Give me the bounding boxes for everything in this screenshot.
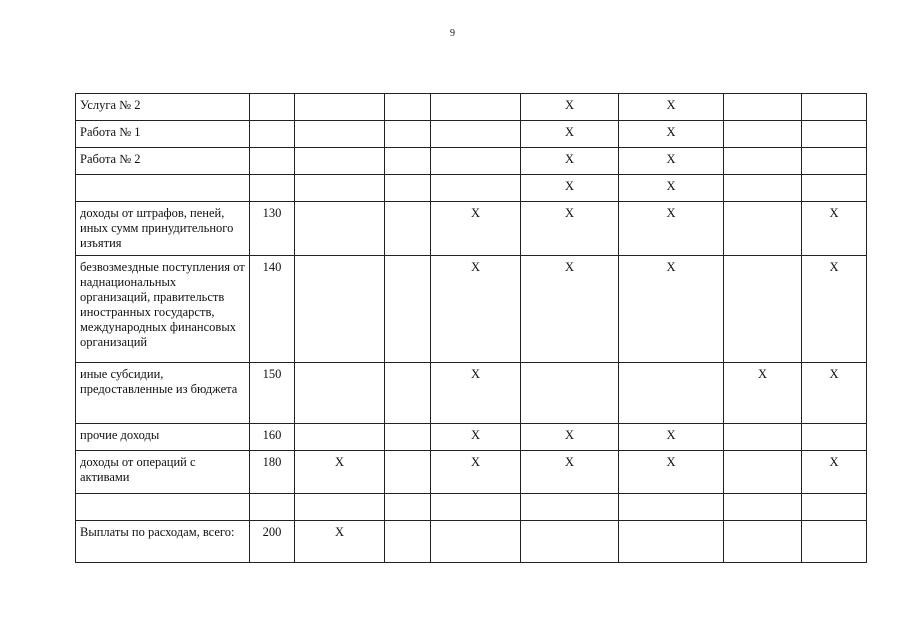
mark-cell-col-4 bbox=[521, 494, 619, 521]
mark-cell-col-1: X bbox=[295, 521, 385, 563]
table-body bbox=[76, 94, 867, 563]
mark-cell-col-6 bbox=[724, 494, 802, 521]
mark-cell-col-2 bbox=[385, 121, 431, 148]
table-row bbox=[76, 94, 867, 121]
row-code-cell: 160 bbox=[250, 424, 295, 451]
mark-cell-col-7 bbox=[802, 148, 867, 175]
row-name-cell: иные субсидии, предоставленные из бюджета bbox=[76, 363, 250, 424]
row-code-cell bbox=[250, 148, 295, 175]
mark-cell-col-1 bbox=[295, 424, 385, 451]
table-row bbox=[76, 521, 867, 563]
mark-cell-col-7: X bbox=[802, 451, 867, 494]
row-name-cell: Услуга № 2 bbox=[76, 94, 250, 121]
mark-cell-col-2 bbox=[385, 424, 431, 451]
row-name-cell: доходы от штрафов, пеней, иных сумм принудительного изъятия bbox=[76, 202, 250, 256]
mark-cell-col-7: X bbox=[802, 202, 867, 256]
mark-cell-col-1 bbox=[295, 494, 385, 521]
row-code-cell bbox=[250, 121, 295, 148]
mark-cell-col-7: X bbox=[802, 256, 867, 363]
mark-cell-col-6 bbox=[724, 175, 802, 202]
mark-cell-col-5 bbox=[619, 363, 724, 424]
row-code-cell: 150 bbox=[250, 363, 295, 424]
row-name-cell: доходы от операций с активами bbox=[76, 451, 250, 494]
mark-cell-col-3 bbox=[431, 94, 521, 121]
row-code-cell bbox=[250, 494, 295, 521]
mark-cell-col-6: X bbox=[724, 363, 802, 424]
mark-cell-col-5: X bbox=[619, 424, 724, 451]
mark-cell-col-5: X bbox=[619, 121, 724, 148]
mark-cell-col-4: X bbox=[521, 175, 619, 202]
mark-cell-col-3: X bbox=[431, 451, 521, 494]
mark-cell-col-2 bbox=[385, 494, 431, 521]
mark-cell-col-4: X bbox=[521, 451, 619, 494]
mark-cell-col-3 bbox=[431, 521, 521, 563]
row-name-cell: прочие доходы bbox=[76, 424, 250, 451]
mark-cell-col-4: X bbox=[521, 94, 619, 121]
mark-cell-col-2 bbox=[385, 451, 431, 494]
mark-cell-col-5: X bbox=[619, 175, 724, 202]
mark-cell-col-1 bbox=[295, 202, 385, 256]
mark-cell-col-7 bbox=[802, 94, 867, 121]
mark-cell-col-2 bbox=[385, 175, 431, 202]
row-code-cell: 200 bbox=[250, 521, 295, 563]
mark-cell-col-5: X bbox=[619, 94, 724, 121]
mark-cell-col-1 bbox=[295, 94, 385, 121]
mark-cell-col-3: X bbox=[431, 202, 521, 256]
mark-cell-col-4: X bbox=[521, 121, 619, 148]
table-row bbox=[76, 363, 867, 424]
mark-cell-col-3 bbox=[431, 494, 521, 521]
mark-cell-col-6 bbox=[724, 148, 802, 175]
mark-cell-col-7 bbox=[802, 521, 867, 563]
row-name-cell bbox=[76, 175, 250, 202]
mark-cell-col-7 bbox=[802, 175, 867, 202]
mark-cell-col-1: X bbox=[295, 451, 385, 494]
mark-cell-col-6 bbox=[724, 424, 802, 451]
mark-cell-col-6 bbox=[724, 451, 802, 494]
mark-cell-col-2 bbox=[385, 521, 431, 563]
row-code-cell: 130 bbox=[250, 202, 295, 256]
mark-cell-col-6 bbox=[724, 521, 802, 563]
mark-cell-col-1 bbox=[295, 363, 385, 424]
table-row bbox=[76, 148, 867, 175]
mark-cell-col-5: X bbox=[619, 202, 724, 256]
mark-cell-col-5: X bbox=[619, 256, 724, 363]
mark-cell-col-6 bbox=[724, 202, 802, 256]
mark-cell-col-4 bbox=[521, 521, 619, 563]
table-row bbox=[76, 424, 867, 451]
mark-cell-col-1 bbox=[295, 175, 385, 202]
mark-cell-col-2 bbox=[385, 94, 431, 121]
mark-cell-col-7 bbox=[802, 494, 867, 521]
row-code-cell: 140 bbox=[250, 256, 295, 363]
budget-table bbox=[75, 93, 867, 563]
mark-cell-col-1 bbox=[295, 256, 385, 363]
mark-cell-col-3: X bbox=[431, 424, 521, 451]
mark-cell-col-4: X bbox=[521, 256, 619, 363]
mark-cell-col-6 bbox=[724, 256, 802, 363]
mark-cell-col-3: X bbox=[431, 256, 521, 363]
mark-cell-col-1 bbox=[295, 121, 385, 148]
row-code-cell bbox=[250, 175, 295, 202]
mark-cell-col-5: X bbox=[619, 451, 724, 494]
mark-cell-col-4: X bbox=[521, 202, 619, 256]
table-row bbox=[76, 202, 867, 256]
mark-cell-col-2 bbox=[385, 148, 431, 175]
row-name-cell: Работа № 1 bbox=[76, 121, 250, 148]
mark-cell-col-3 bbox=[431, 175, 521, 202]
row-name-cell bbox=[76, 494, 250, 521]
mark-cell-col-4: X bbox=[521, 148, 619, 175]
table-row bbox=[76, 494, 867, 521]
row-code-cell bbox=[250, 94, 295, 121]
mark-cell-col-6 bbox=[724, 94, 802, 121]
row-name-cell: Работа № 2 bbox=[76, 148, 250, 175]
mark-cell-col-3: X bbox=[431, 363, 521, 424]
mark-cell-col-4 bbox=[521, 363, 619, 424]
row-name-cell: Выплаты по расходам, всего: bbox=[76, 521, 250, 563]
mark-cell-col-5 bbox=[619, 521, 724, 563]
mark-cell-col-2 bbox=[385, 363, 431, 424]
mark-cell-col-6 bbox=[724, 121, 802, 148]
mark-cell-col-1 bbox=[295, 148, 385, 175]
page-number: 9 bbox=[450, 28, 455, 39]
mark-cell-col-4: X bbox=[521, 424, 619, 451]
mark-cell-col-7: X bbox=[802, 363, 867, 424]
mark-cell-col-5 bbox=[619, 494, 724, 521]
mark-cell-col-7 bbox=[802, 424, 867, 451]
mark-cell-col-2 bbox=[385, 202, 431, 256]
mark-cell-col-3 bbox=[431, 148, 521, 175]
mark-cell-col-7 bbox=[802, 121, 867, 148]
row-name-cell: безвозмездные поступления от наднациональных организаций, правительств иностранных государств, международных финансовых организаций bbox=[76, 256, 250, 363]
table-row bbox=[76, 451, 867, 494]
mark-cell-col-2 bbox=[385, 256, 431, 363]
table-row bbox=[76, 121, 867, 148]
mark-cell-col-3 bbox=[431, 121, 521, 148]
table-row bbox=[76, 256, 867, 363]
mark-cell-col-5: X bbox=[619, 148, 724, 175]
row-code-cell: 180 bbox=[250, 451, 295, 494]
table-row bbox=[76, 175, 867, 202]
